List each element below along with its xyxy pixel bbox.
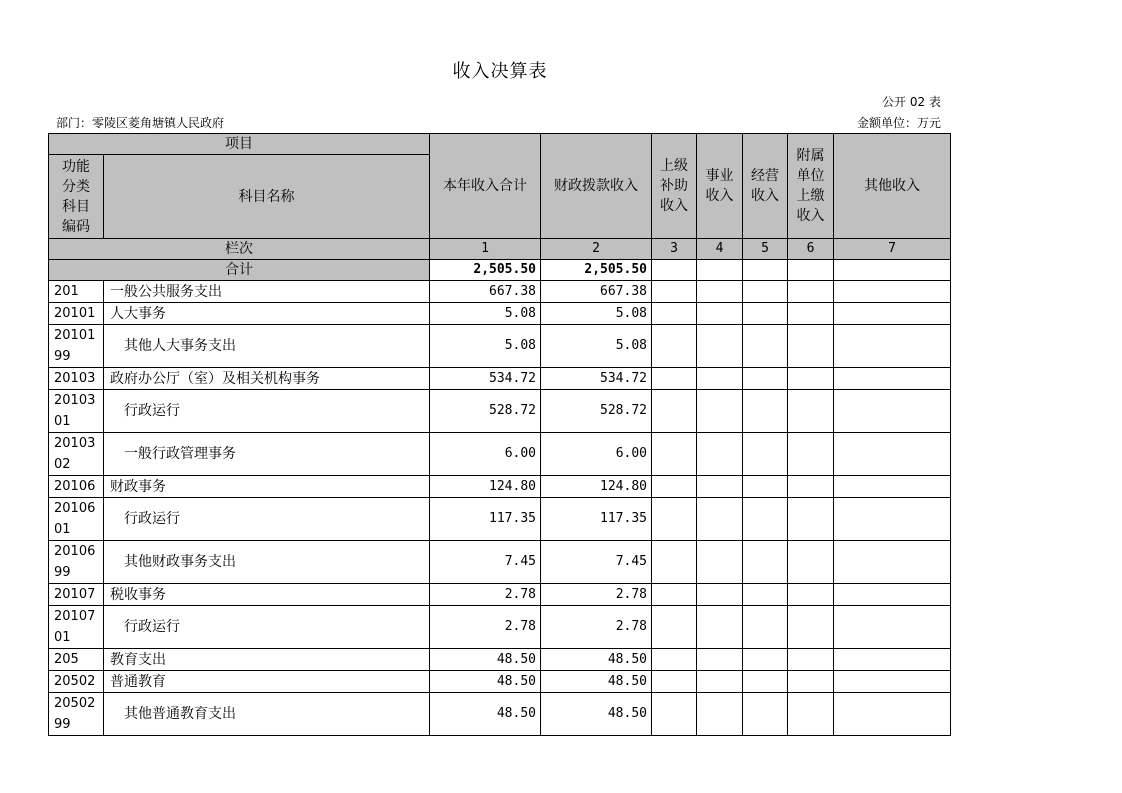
other-income-cell bbox=[834, 541, 951, 584]
column-number-5: 5 bbox=[743, 239, 788, 260]
table-row bbox=[49, 390, 951, 433]
business-income-cell bbox=[697, 433, 743, 476]
subject-name-cell: 普通教育 bbox=[104, 671, 430, 693]
fiscal-allocation-cell: 48.50 bbox=[541, 671, 652, 693]
subject-name-cell: 其他人大事务支出 bbox=[104, 325, 430, 368]
table-row bbox=[49, 649, 951, 671]
subject-name-cell: 其他普通教育支出 bbox=[104, 693, 430, 736]
total-income-cell: 48.50 bbox=[430, 671, 541, 693]
fiscal-allocation-cell: 124.80 bbox=[541, 476, 652, 498]
fiscal-allocation-cell: 667.38 bbox=[541, 281, 652, 303]
subject-name-cell: 人大事务 bbox=[104, 303, 430, 325]
fiscal-allocation-cell: 2.78 bbox=[541, 584, 652, 606]
total-c6-cell bbox=[788, 260, 834, 281]
subject-name-cell: 其他财政事务支出 bbox=[104, 541, 430, 584]
business-income-cell bbox=[697, 671, 743, 693]
business-income-cell bbox=[697, 325, 743, 368]
table-row bbox=[49, 584, 951, 606]
subject-name-cell: 税收事务 bbox=[104, 584, 430, 606]
other-income-cell bbox=[834, 693, 951, 736]
business-income-cell bbox=[697, 541, 743, 584]
other-income-cell bbox=[834, 671, 951, 693]
fiscal-allocation-cell: 2.78 bbox=[541, 606, 652, 649]
business-income-cell bbox=[697, 606, 743, 649]
other-income-cell bbox=[834, 606, 951, 649]
func-code-cell: 2010301 bbox=[49, 390, 104, 433]
superior-subsidy-cell bbox=[652, 606, 697, 649]
subject-name-cell: 行政运行 bbox=[104, 498, 430, 541]
operating-income-cell bbox=[743, 606, 788, 649]
column-number-7: 7 bbox=[834, 239, 951, 260]
total-income-value: 2,505.50 bbox=[430, 260, 541, 281]
business-income-cell bbox=[697, 368, 743, 390]
business-income-cell bbox=[697, 281, 743, 303]
total-c5-cell bbox=[743, 260, 788, 281]
operating-income-cell bbox=[743, 671, 788, 693]
total-income-cell: 117.35 bbox=[430, 498, 541, 541]
fiscal-allocation-cell: 117.35 bbox=[541, 498, 652, 541]
subject-name-cell: 一般公共服务支出 bbox=[104, 281, 430, 303]
table-row bbox=[49, 325, 951, 368]
operating-income-cell bbox=[743, 390, 788, 433]
total-row-label: 合计 bbox=[49, 260, 430, 281]
subject-name-cell: 教育支出 bbox=[104, 649, 430, 671]
column-number-4: 4 bbox=[697, 239, 743, 260]
total-income-cell: 2.78 bbox=[430, 606, 541, 649]
superior-subsidy-cell bbox=[652, 584, 697, 606]
func-code-cell: 20502 bbox=[49, 671, 104, 693]
operating-income-cell bbox=[743, 584, 788, 606]
subject-name-cell: 一般行政管理事务 bbox=[104, 433, 430, 476]
operating-income-cell bbox=[743, 649, 788, 671]
business-income-cell bbox=[697, 303, 743, 325]
table-row bbox=[49, 693, 951, 736]
subject-name-cell: 行政运行 bbox=[104, 606, 430, 649]
column-number-1: 1 bbox=[430, 239, 541, 260]
superior-subsidy-cell bbox=[652, 303, 697, 325]
table-row bbox=[49, 368, 951, 390]
operating-income-cell bbox=[743, 368, 788, 390]
business-income-cell bbox=[697, 649, 743, 671]
operating-income-cell bbox=[743, 693, 788, 736]
col-business-income-header: 事业 收入 bbox=[697, 134, 743, 239]
other-income-cell bbox=[834, 498, 951, 541]
operating-income-cell bbox=[743, 303, 788, 325]
column-number-2: 2 bbox=[541, 239, 652, 260]
subject-name-cell: 财政事务 bbox=[104, 476, 430, 498]
func-code-cell: 20107 bbox=[49, 584, 104, 606]
affiliated-remittance-cell bbox=[788, 584, 834, 606]
affiliated-remittance-cell bbox=[788, 498, 834, 541]
total-income-cell: 6.00 bbox=[430, 433, 541, 476]
func-code-cell: 205 bbox=[49, 649, 104, 671]
subject-name-cell: 政府办公厅（室）及相关机构事务 bbox=[104, 368, 430, 390]
fiscal-allocation-cell: 48.50 bbox=[541, 693, 652, 736]
affiliated-remittance-cell bbox=[788, 606, 834, 649]
table-row bbox=[49, 303, 951, 325]
other-income-cell bbox=[834, 390, 951, 433]
subject-name-cell: 行政运行 bbox=[104, 390, 430, 433]
operating-income-cell bbox=[743, 541, 788, 584]
affiliated-remittance-cell bbox=[788, 303, 834, 325]
amount-unit-label: 金额单位：万元 bbox=[856, 116, 941, 130]
operating-income-cell bbox=[743, 498, 788, 541]
operating-income-cell bbox=[743, 281, 788, 303]
total-income-cell: 2.78 bbox=[430, 584, 541, 606]
superior-subsidy-cell bbox=[652, 649, 697, 671]
affiliated-remittance-cell bbox=[788, 281, 834, 303]
total-income-cell: 5.08 bbox=[430, 303, 541, 325]
item-header: 项目 bbox=[49, 134, 430, 155]
func-code-cell: 20106 bbox=[49, 476, 104, 498]
fiscal-allocation-cell: 48.50 bbox=[541, 649, 652, 671]
superior-subsidy-cell bbox=[652, 671, 697, 693]
func-code-cell: 201 bbox=[49, 281, 104, 303]
superior-subsidy-cell bbox=[652, 433, 697, 476]
total-income-cell: 48.50 bbox=[430, 649, 541, 671]
total-income-cell: 667.38 bbox=[430, 281, 541, 303]
column-number-6: 6 bbox=[788, 239, 834, 260]
income-final-account-table bbox=[48, 133, 951, 736]
other-income-cell bbox=[834, 325, 951, 368]
table-row bbox=[49, 541, 951, 584]
other-income-cell bbox=[834, 281, 951, 303]
form-number: 公开 02 表 bbox=[882, 95, 941, 109]
total-fiscal-value: 2,505.50 bbox=[541, 260, 652, 281]
total-income-cell: 534.72 bbox=[430, 368, 541, 390]
col-total-income-header: 本年收入合计 bbox=[430, 134, 541, 239]
other-income-cell bbox=[834, 368, 951, 390]
fiscal-allocation-cell: 528.72 bbox=[541, 390, 652, 433]
func-code-cell: 2010701 bbox=[49, 606, 104, 649]
total-income-cell: 48.50 bbox=[430, 693, 541, 736]
table-row bbox=[49, 281, 951, 303]
total-income-cell: 5.08 bbox=[430, 325, 541, 368]
business-income-cell bbox=[697, 390, 743, 433]
business-income-cell bbox=[697, 476, 743, 498]
operating-income-cell bbox=[743, 325, 788, 368]
other-income-cell bbox=[834, 584, 951, 606]
table-row bbox=[49, 498, 951, 541]
col-superior-subsidy-header: 上级 补助 收入 bbox=[652, 134, 697, 239]
affiliated-remittance-cell bbox=[788, 390, 834, 433]
func-code-cell: 2010302 bbox=[49, 433, 104, 476]
func-code-cell: 2050299 bbox=[49, 693, 104, 736]
total-c4-cell bbox=[697, 260, 743, 281]
fiscal-allocation-cell: 6.00 bbox=[541, 433, 652, 476]
table-row bbox=[49, 671, 951, 693]
business-income-cell bbox=[697, 498, 743, 541]
subject-name-header: 科目名称 bbox=[104, 155, 430, 239]
other-income-cell bbox=[834, 476, 951, 498]
report-title: 收入决算表 bbox=[452, 61, 548, 82]
column-number-label: 栏次 bbox=[49, 239, 430, 260]
table-row bbox=[49, 433, 951, 476]
total-c3-cell bbox=[652, 260, 697, 281]
fiscal-allocation-cell: 5.08 bbox=[541, 303, 652, 325]
total-income-cell: 528.72 bbox=[430, 390, 541, 433]
fiscal-allocation-cell: 5.08 bbox=[541, 325, 652, 368]
affiliated-remittance-cell bbox=[788, 368, 834, 390]
func-code-cell: 20101 bbox=[49, 303, 104, 325]
other-income-cell bbox=[834, 433, 951, 476]
col-operating-income-header: 经营 收入 bbox=[743, 134, 788, 239]
col-fiscal-allocation-header: 财政拨款收入 bbox=[541, 134, 652, 239]
func-code-cell: 2010601 bbox=[49, 498, 104, 541]
func-code-cell: 20103 bbox=[49, 368, 104, 390]
total-income-cell: 7.45 bbox=[430, 541, 541, 584]
table-row bbox=[49, 476, 951, 498]
superior-subsidy-cell bbox=[652, 368, 697, 390]
table-row bbox=[49, 606, 951, 649]
affiliated-remittance-cell bbox=[788, 433, 834, 476]
business-income-cell bbox=[697, 693, 743, 736]
business-income-cell bbox=[697, 584, 743, 606]
total-income-cell: 124.80 bbox=[430, 476, 541, 498]
affiliated-remittance-cell bbox=[788, 325, 834, 368]
operating-income-cell bbox=[743, 476, 788, 498]
func-code-cell: 2010199 bbox=[49, 325, 104, 368]
other-income-cell bbox=[834, 303, 951, 325]
other-income-cell bbox=[834, 649, 951, 671]
affiliated-remittance-cell bbox=[788, 671, 834, 693]
func-code-cell: 2010699 bbox=[49, 541, 104, 584]
fiscal-allocation-cell: 534.72 bbox=[541, 368, 652, 390]
superior-subsidy-cell bbox=[652, 541, 697, 584]
affiliated-remittance-cell bbox=[788, 541, 834, 584]
operating-income-cell bbox=[743, 433, 788, 476]
column-number-3: 3 bbox=[652, 239, 697, 260]
col-other-income-header: 其他收入 bbox=[834, 134, 951, 239]
affiliated-remittance-cell bbox=[788, 693, 834, 736]
col-affiliated-remittance-header: 附属 单位 上缴 收入 bbox=[788, 134, 834, 239]
superior-subsidy-cell bbox=[652, 498, 697, 541]
superior-subsidy-cell bbox=[652, 325, 697, 368]
total-c7-cell bbox=[834, 260, 951, 281]
affiliated-remittance-cell bbox=[788, 476, 834, 498]
department-label: 部门：零陵区菱角塘镇人民政府 bbox=[56, 116, 225, 130]
affiliated-remittance-cell bbox=[788, 649, 834, 671]
superior-subsidy-cell bbox=[652, 281, 697, 303]
superior-subsidy-cell bbox=[652, 390, 697, 433]
fiscal-allocation-cell: 7.45 bbox=[541, 541, 652, 584]
func-code-header: 功能 分类 科目 编码 bbox=[49, 155, 104, 239]
superior-subsidy-cell bbox=[652, 693, 697, 736]
superior-subsidy-cell bbox=[652, 476, 697, 498]
